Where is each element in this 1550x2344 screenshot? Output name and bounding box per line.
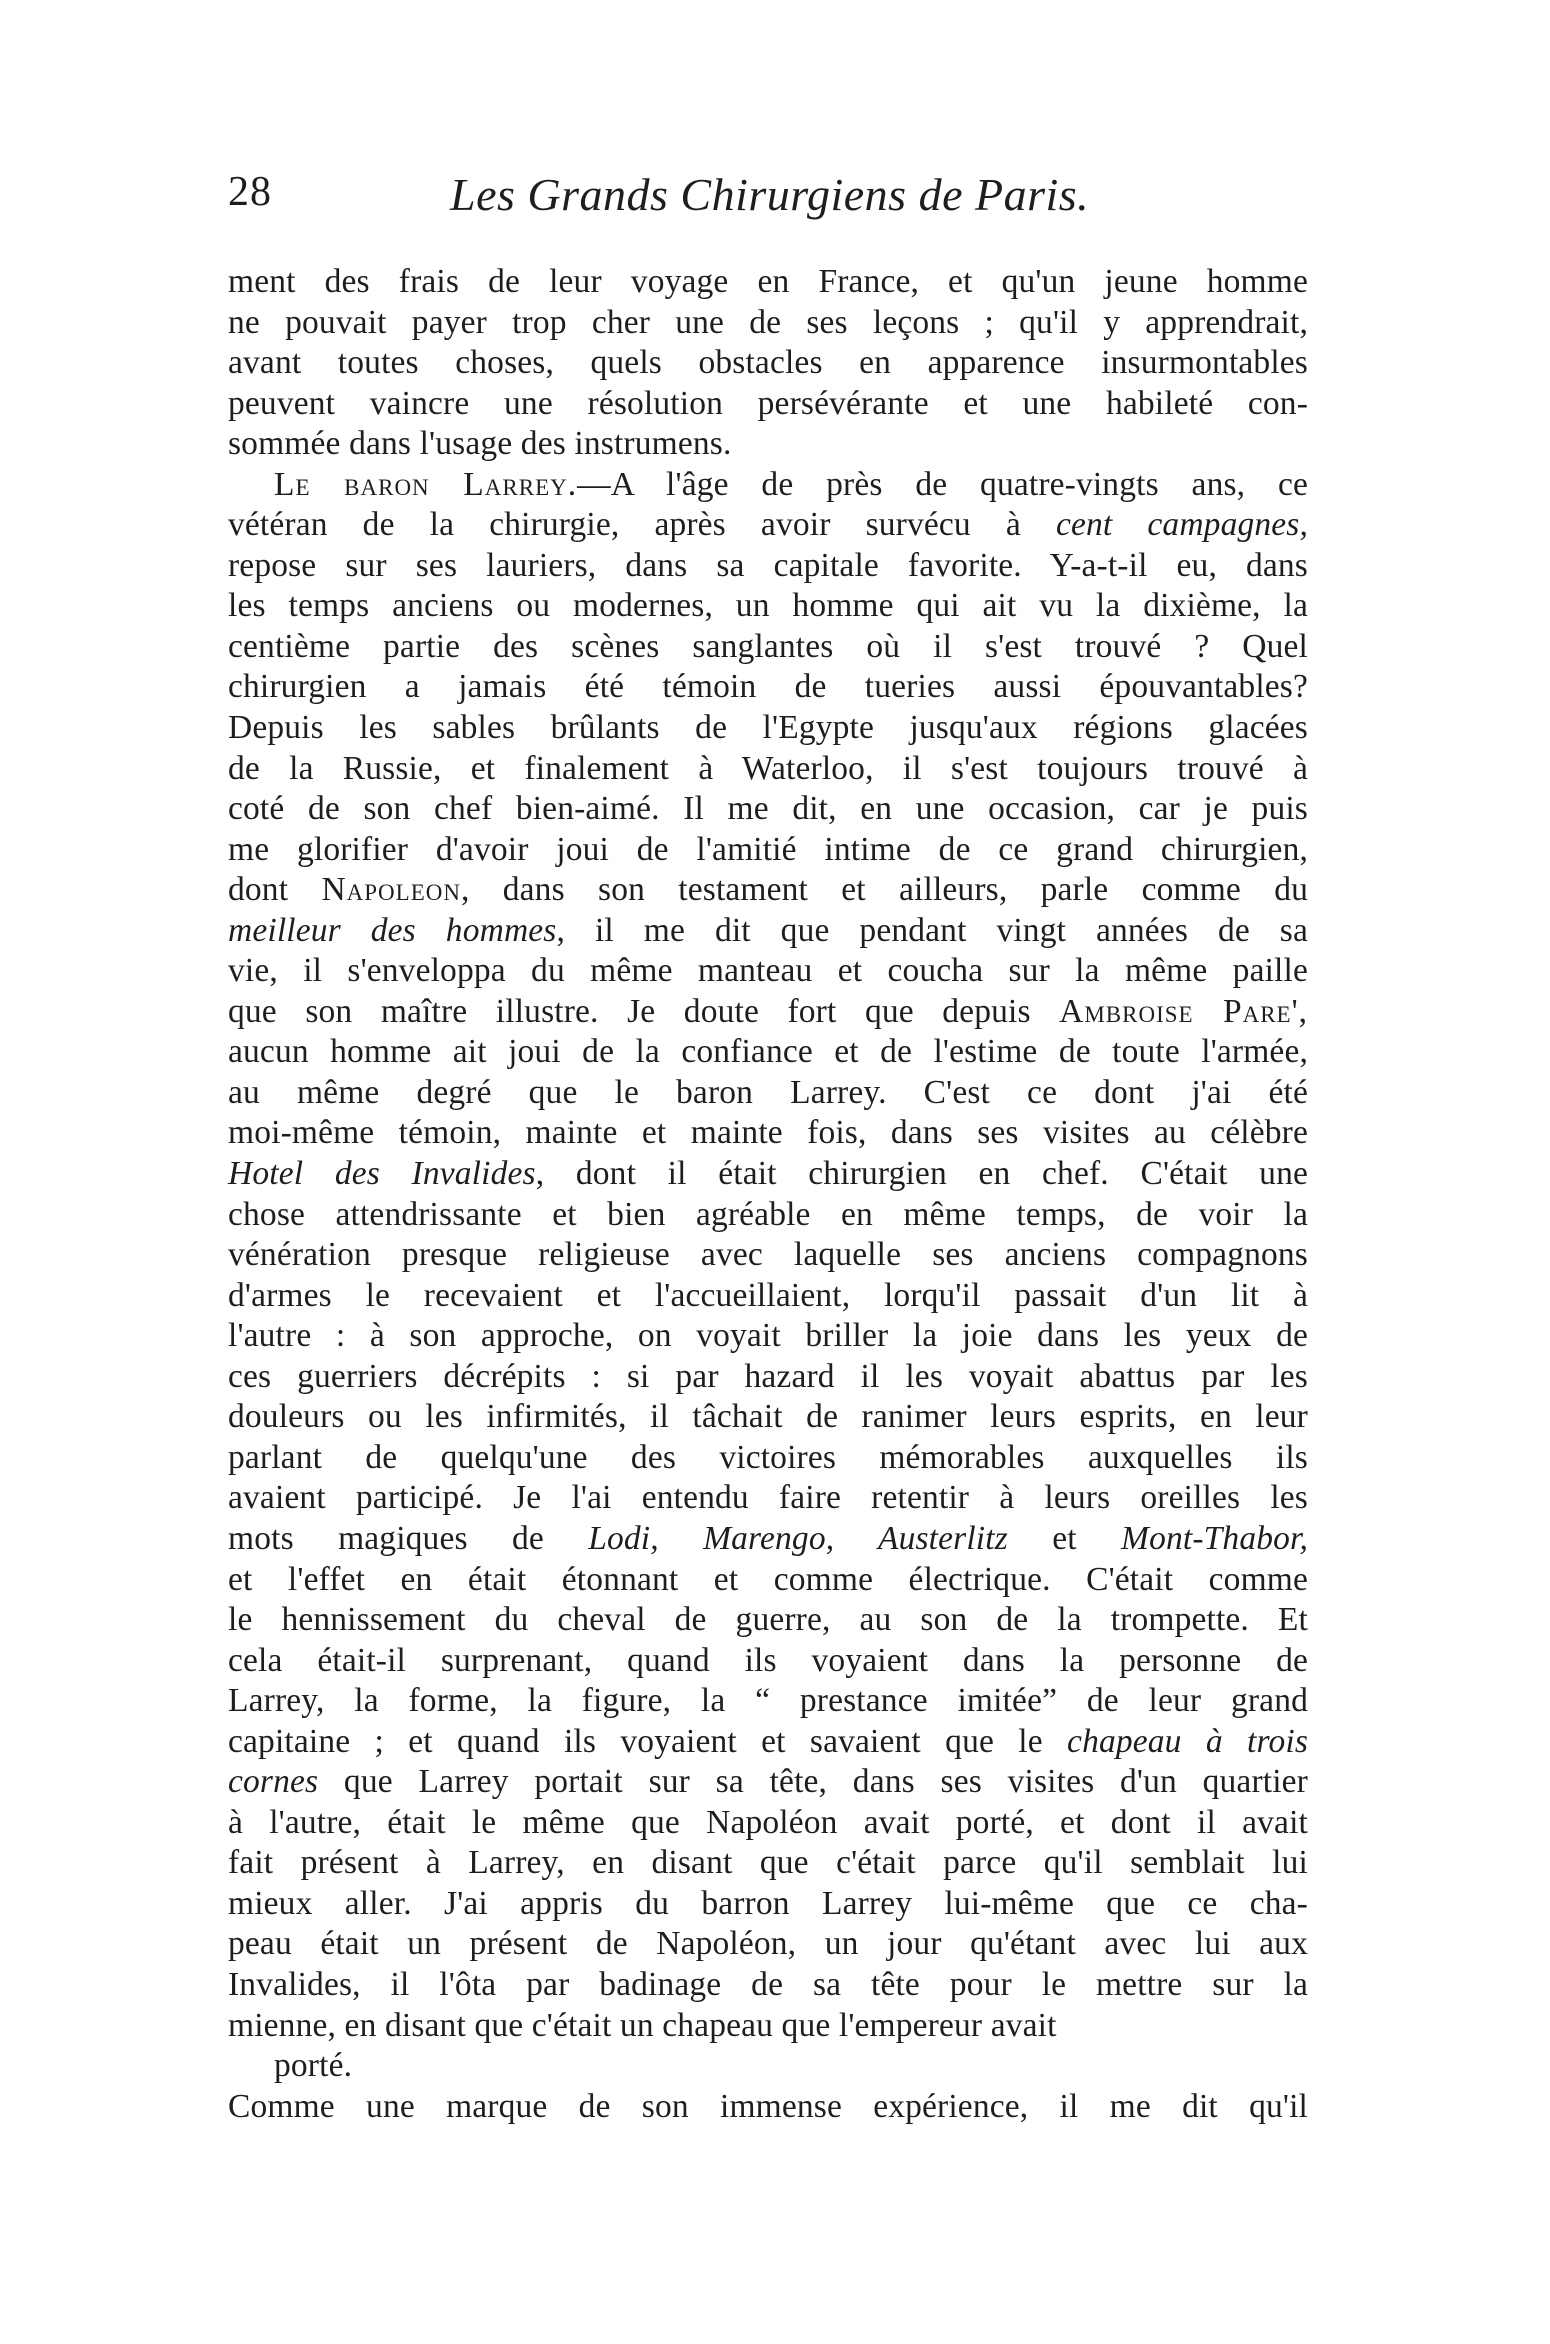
italic-text: cent campagnes,	[1055, 506, 1309, 544]
text-run: vie, il s'enveloppa du même manteau et coucha sur la même paille	[228, 952, 1308, 990]
text-line	[228, 1762, 1308, 1803]
text-run: , dont il était chirurgien en chef. C'était une	[535, 1155, 1308, 1193]
text-run: sommée dans l'usage des instrumens.	[228, 425, 732, 463]
text-line	[228, 749, 1308, 790]
text-run: repose sur ses lauriers, dans sa capitale favorite. Y-a-t-il eu, dans	[228, 546, 1308, 584]
text-run: aucun homme ait joui de la confiance et de l'estime de toute l'armée,	[228, 1033, 1308, 1071]
text-line	[228, 667, 1308, 708]
text-line	[228, 1681, 1308, 1722]
text-line	[228, 1843, 1308, 1884]
small-caps-text: Le baron Larrey.	[274, 465, 578, 503]
text-line	[228, 2006, 1308, 2047]
text-run: capitaine ; et quand ils voyaient et savaient que le	[228, 1722, 1068, 1760]
text-line	[228, 1235, 1308, 1276]
italic-text: Lodi, Marengo, Austerlitz	[588, 1519, 1008, 1557]
text-run: mienne, en disant que c'était un chapeau que l'empereur avait	[228, 2006, 1057, 2044]
text-line	[228, 789, 1308, 830]
text-line	[228, 992, 1308, 1033]
italic-text: meilleur des hommes	[228, 911, 557, 949]
text-run: cela était-il surprenant, quand ils voyaient dans la personne de	[228, 1641, 1308, 1679]
italic-text: Hotel des Invalides	[228, 1155, 536, 1193]
text-run: porté.	[274, 2047, 353, 2085]
text-run: vétéran de la chirurgie, après avoir survécu à	[228, 506, 1056, 544]
text-line	[228, 303, 1308, 344]
text-run: ment des frais de leur voyage en France, et qu'un jeune homme	[228, 263, 1308, 300]
text-run: de la Russie, et finalement à Waterloo, il s'est toujours trouvé à	[228, 749, 1308, 787]
text-line	[228, 1357, 1308, 1398]
text-line	[228, 2087, 1308, 2128]
text-line	[228, 1113, 1308, 1154]
text-line	[228, 1519, 1308, 1560]
text-line	[228, 1154, 1308, 1195]
text-run: douleurs ou les infirmités, il tâchait de ranimer leurs esprits, en leur	[228, 1398, 1308, 1436]
text-run: parlant de quelqu'une des victoires mémorables auxquelles ils	[228, 1438, 1308, 1476]
text-line	[228, 1316, 1308, 1357]
text-line	[228, 343, 1308, 384]
text-run: mots magiques de	[228, 1519, 589, 1557]
small-caps-text: Ambroise Pare',	[1059, 992, 1308, 1030]
text-line	[228, 1195, 1308, 1236]
text-run: me glorifier d'avoir joui de l'amitié intime de ce grand chirurgien,	[228, 830, 1308, 868]
text-run: —A l'âge de près de quatre-vingts ans, ce	[577, 465, 1309, 503]
text-run: Comme une marque de son immense expérience, il me dit qu'il	[228, 2087, 1308, 2125]
text-run: Larrey, la forme, la figure, la “ prestance imitée” de leur grand	[228, 1682, 1308, 1720]
text-line	[228, 1478, 1308, 1519]
italic-text: Mont-Thabor,	[1121, 1519, 1309, 1557]
text-run: ces guerriers décrépits : si par hazard il les voyait abattus par les	[228, 1357, 1308, 1395]
text-line	[228, 1600, 1308, 1641]
text-line	[228, 1276, 1308, 1317]
text-line	[228, 1032, 1308, 1073]
text-line	[228, 586, 1308, 627]
text-run: , dans son testament et ailleurs, parle comme du	[460, 871, 1308, 909]
text-line	[228, 1438, 1308, 1479]
text-line	[228, 911, 1308, 952]
small-caps-text: Napoleon	[321, 871, 461, 909]
text-run: chose attendrissante et bien agréable en même temps, de voir la	[228, 1195, 1308, 1233]
text-run: , il me dit que pendant vingt années de sa	[556, 911, 1309, 949]
text-run: avant toutes choses, quels obstacles en apparence insurmontables	[228, 344, 1308, 382]
text-run: ne pouvait payer trop cher une de ses leçons ; qu'il y apprendrait,	[228, 303, 1308, 341]
body-text	[228, 262, 1308, 2127]
text-run: moi-même témoin, mainte et mainte fois, dans ses visites au célèbre	[228, 1114, 1308, 1152]
text-run: coté de son chef bien-aimé. Il me dit, en une occasion, car je puis	[228, 790, 1308, 828]
text-line	[228, 951, 1308, 992]
text-run: fait présent à Larrey, en disant que c'était parce qu'il semblait lui	[228, 1844, 1308, 1882]
text-run: les temps anciens ou modernes, un homme qui ait vu la dixième, la	[228, 587, 1308, 625]
text-line	[228, 262, 1308, 303]
text-run: à l'autre, était le même que Napoléon avait porté, et dont il avait	[228, 1803, 1308, 1841]
text-line	[228, 1722, 1308, 1763]
text-run: centième partie des scènes sanglantes où il s'est trouvé ? Quel	[228, 627, 1308, 665]
italic-text: chapeau à trois	[1067, 1722, 1309, 1760]
text-line	[228, 1965, 1308, 2006]
text-line	[228, 2046, 1308, 2087]
text-run: et	[1007, 1519, 1122, 1557]
running-head	[228, 168, 1338, 228]
running-title: Les Grands Chirurgiens de Paris.	[450, 169, 1090, 220]
text-run: Depuis les sables brûlants de l'Egypte jusqu'aux régions glacées	[228, 709, 1308, 747]
text-run: au même degré que le baron Larrey. C'est ce dont j'ai été	[228, 1073, 1308, 1111]
text-run: et l'effet en était étonnant et comme électrique. C'était comme	[228, 1560, 1308, 1598]
text-run: le hennissement du cheval de guerre, au son de la trompette. Et	[228, 1601, 1308, 1639]
text-line	[228, 1803, 1308, 1844]
text-line	[228, 465, 1308, 506]
text-line	[228, 424, 1308, 465]
text-run: peau était un présent de Napoléon, un jour qu'étant avec lui aux	[228, 1925, 1308, 1963]
page-number: 28	[228, 169, 272, 215]
text-run: Invalides, il l'ôta par badinage de sa tête pour le mettre sur la	[228, 1965, 1308, 2003]
text-line	[228, 1641, 1308, 1682]
text-line	[228, 830, 1308, 871]
text-line	[228, 1397, 1308, 1438]
text-run: chirurgien a jamais été témoin de tueries aussi épouvantables?	[228, 668, 1308, 706]
text-line	[228, 505, 1308, 546]
text-line	[228, 384, 1308, 425]
text-line	[228, 1884, 1308, 1925]
italic-text: cornes	[228, 1763, 319, 1801]
text-run: avaient participé. Je l'ai entendu faire retentir à leurs oreilles les	[228, 1479, 1308, 1517]
text-line	[228, 1924, 1308, 1965]
text-run: mieux aller. J'ai appris du barron Larrey lui-même que ce cha-	[228, 1884, 1308, 1922]
text-run: d'armes le recevaient et l'accueillaient, lorqu'il passait d'un lit à	[228, 1276, 1308, 1314]
text-run: peuvent vaincre une résolution persévérante et une habileté con-	[228, 384, 1308, 422]
text-line	[228, 627, 1308, 668]
text-line	[228, 870, 1308, 911]
text-run: dont	[228, 871, 322, 909]
text-run: l'autre : à son approche, on voyait briller la joie dans les yeux de	[228, 1317, 1308, 1355]
text-line	[228, 1560, 1308, 1601]
text-run: que Larrey portait sur sa tête, dans ses visites d'un quartier	[318, 1763, 1308, 1801]
text-line	[228, 546, 1308, 587]
text-run: vénération presque religieuse avec laquelle ses anciens compagnons	[228, 1236, 1308, 1274]
text-run: que son maître illustre. Je doute fort que depuis	[228, 992, 1060, 1030]
text-line	[228, 708, 1308, 749]
text-line	[228, 1073, 1308, 1114]
